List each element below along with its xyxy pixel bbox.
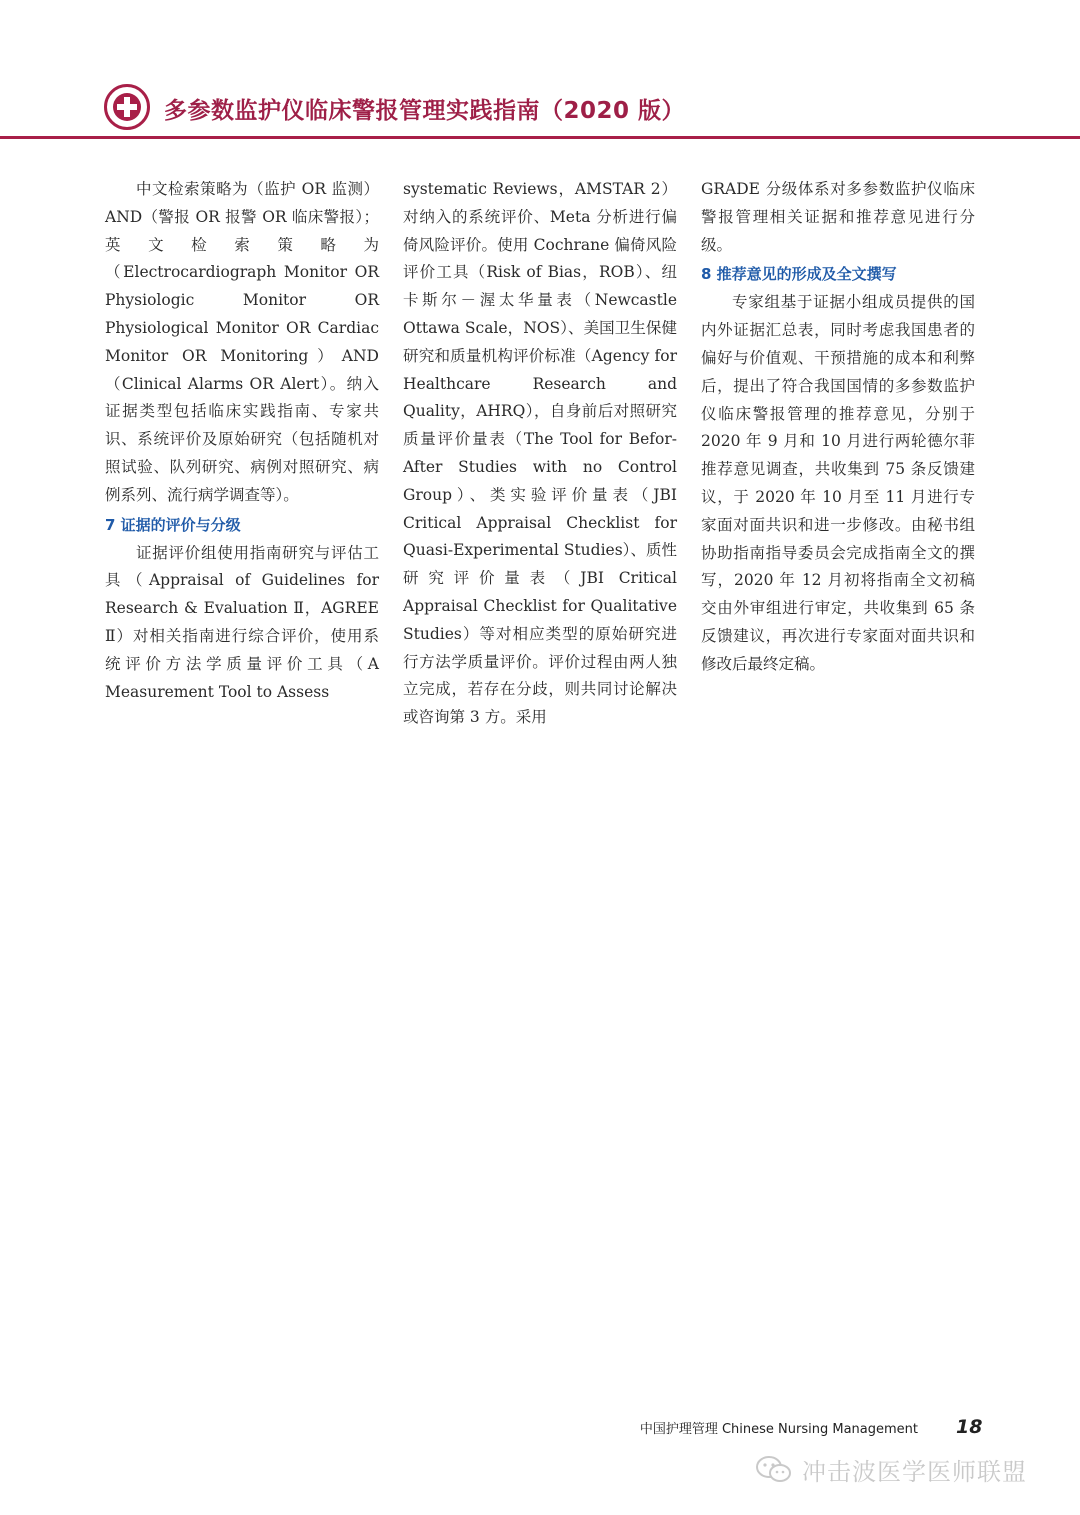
paragraph-search-strategy: 中文检索策略为（监护 OR 监测）AND（警报 OR 报警 OR 临床警报）；英文检索策略为（Electrocardiograph Monitor OR Physiologic Monitor OR Physiological Monitor OR Cardiac Monitor OR Monitoring）AND（Clinical Alarms OR Alert）。纳入证据类型包括临床实践指南、专家共识、系统评价及原始研究（包括随机对照试验、队列研究、病例对照研究、病例系列、流行病学调查等）。 [105,180,379,504]
wechat-icon [754,1454,794,1486]
page-number: 18 [956,1416,983,1438]
section-heading-8: 8 推荐意见的形成及全文撰写 [701,265,897,284]
paragraph-evaluation-tools: systematic Reviews，AMSTAR 2）对纳入的系统评价、Meta 分析进行偏倚风险评价。使用 Cochrane 偏倚风险评价工具（Risk of Bias，ROB）、纽卡斯尔－渥太华量表（Newcastle Ottawa Scale，NOS）、美国卫生保健研究和质量机构评价标准（Agency for Healthcare Research and Quality，AHRQ），自身前后对照研究质量评价量表（The Tool for Befor-After Studies with no Control Group）、类实验评价量表（JBI Critical Appraisal Checklist for Quasi-Experimental Studies）、质性研究评价量表（JBI Critical Appraisal Checklist for Qualitative Studies）等对相应类型的原始研究进行方法学质量评价。评价过程由两人独立完成，若存在分歧，则共同讨论解决或咨询第 3 方。采用 [403,180,677,727]
text-column-1 [105,176,379,706]
running-title: 多参数监护仪临床警报管理实践指南（2020 版） [164,98,686,124]
page-footer [0,1416,1080,1440]
paragraph-recommendation-formation: 专家组基于证据小组成员提供的国内外证据汇总表，同时考虑我国患者的偏好与价值观、干预措施的成本和利弊后，提出了符合我国国情的多参数监护仪临床警报管理的推荐意见，分别于 2020 年 9 月和 10 月进行两轮德尔菲推荐意见调查，共收集到 75 条反馈建议，于 2020 年 10 月至 11 月进行专家面对面共识和进一步修改。由秘书组协助指南指导委员会完成指南全文的撰写，2020 年 12 月初将指南全文初稿交由外审组进行审定，共收集到 65 条反馈建议，再次进行专家面对面共识和修改后最终定稿。 [701,293,975,673]
hospital-emblem-icon [104,84,150,130]
paragraph-grade: GRADE 分级体系对多参数监护仪临床警报管理相关证据和推荐意见进行分级。 [701,180,975,254]
text-column-2 [403,176,677,732]
watermark-text: 冲击波医学医师联盟 [802,1458,1027,1486]
text-column-3 [701,176,975,679]
header-divider [0,136,1080,139]
section-heading-7: 7 证据的评价与分级 [105,515,241,534]
watermark [750,1450,1050,1490]
page-header [0,78,1080,142]
journal-name: 中国护理管理 Chinese Nursing Management [639,1422,918,1437]
paragraph-evidence-evaluation: 证据评价组使用指南研究与评估工具（Appraisal of Guidelines for Research & Evaluation Ⅱ，AGREE Ⅱ）对相关指南进行综合评价，使用系统评价方法学质量评价工具（A Measurement Tool to Assess [105,543,379,701]
